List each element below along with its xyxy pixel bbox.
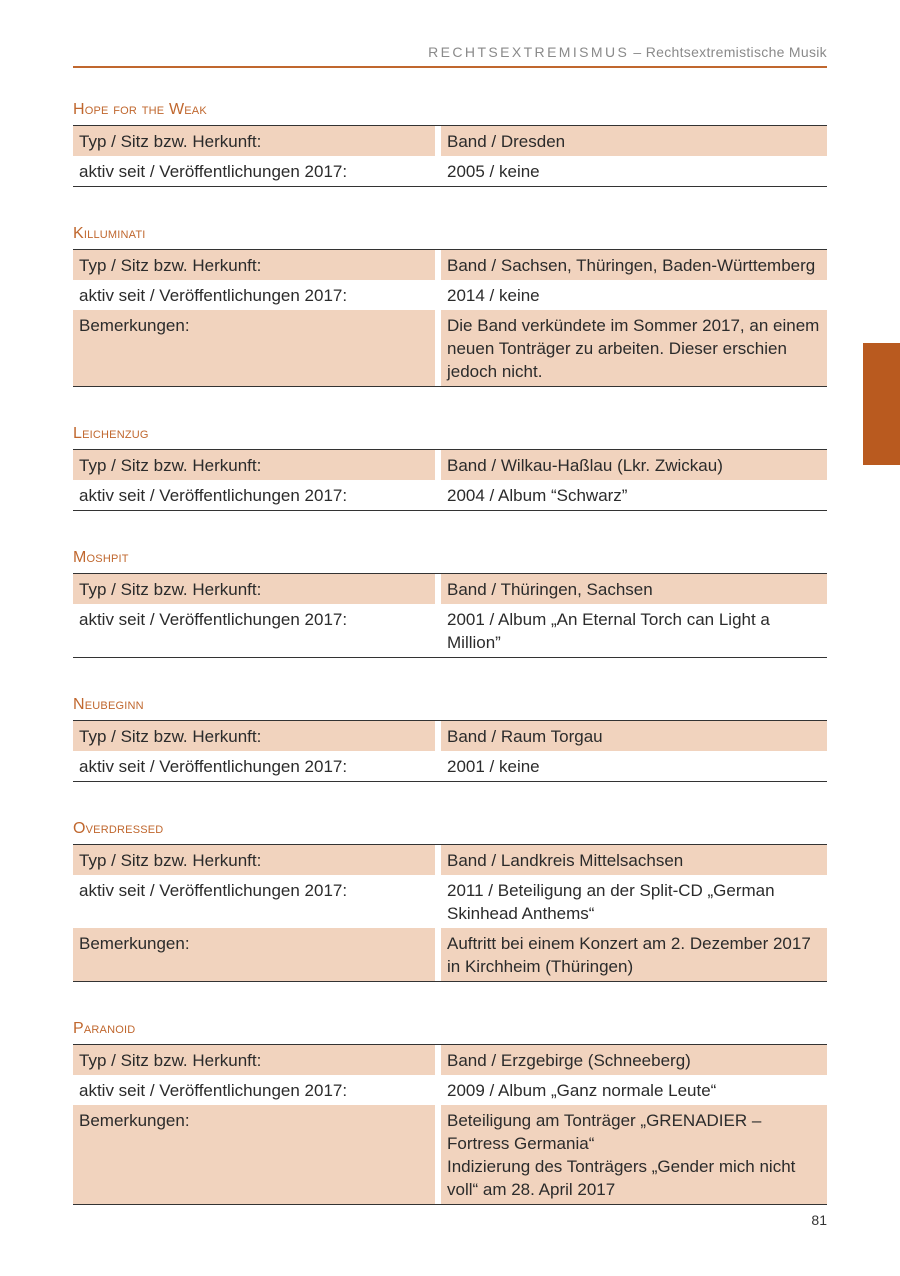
table-row (73, 721, 827, 752)
field-label: aktiv seit / Veröffentlichungen 2017: (79, 286, 348, 305)
table-row (73, 250, 827, 281)
table-row (73, 1045, 827, 1076)
band-info-table (73, 249, 827, 387)
field-label: Typ / Sitz bzw. Herkunft: (73, 1045, 435, 1076)
field-label: aktiv seit / Veröffentlichungen 2017: (73, 156, 435, 187)
field-value: Band / Wilkau-Haßlau (Lkr. Zwickau) (441, 450, 827, 481)
field-value: Band / Raum Torgau (441, 721, 827, 752)
band-entry (73, 1019, 827, 1205)
field-value: Band / Sachsen, Thüringen, Baden-Württemberg (441, 250, 827, 281)
table-row (73, 928, 827, 982)
band-entry (73, 548, 827, 658)
field-value: Auftritt bei einem Konzert am 2. Dezember 2017 in Kirchheim (Thüringen) (441, 928, 827, 982)
band-name-heading: Leichenzug (73, 425, 149, 442)
field-label: Typ / Sitz bzw. Herkunft: (73, 721, 435, 752)
table-row (73, 1075, 827, 1105)
field-value: 2009 / Album „Ganz normale Leute“ (447, 1081, 717, 1100)
field-label: Typ / Sitz bzw. Herkunft: (73, 250, 435, 281)
field-value: Band / Dresden (441, 126, 827, 157)
chapter-thumb-tab (863, 343, 900, 465)
band-name-heading: Paranoid (73, 1020, 136, 1037)
field-label: Typ / Sitz bzw. Herkunft: (73, 126, 435, 157)
running-header (73, 44, 827, 60)
band-info-table (73, 573, 827, 658)
table-row (73, 280, 827, 310)
table-row (73, 574, 827, 605)
table-row (73, 875, 827, 928)
band-entry (73, 424, 827, 511)
band-info-table (73, 125, 827, 187)
field-label: Typ / Sitz bzw. Herkunft: (73, 845, 435, 876)
running-header-section: RECHTSEXTREMISMUS (428, 44, 630, 60)
table-row (73, 1105, 827, 1205)
band-entry (73, 100, 827, 187)
band-info-table (73, 720, 827, 782)
field-value: 2011 / Beteiligung an der Split-CD „German Skinhead Anthems“ (447, 881, 775, 923)
band-info-table (73, 449, 827, 511)
band-list (73, 100, 827, 1242)
field-value: Die Band verkündete im Sommer 2017, an einem neuen Tonträger zu arbeiten. Dieser erschien jedoch nicht. (441, 310, 827, 387)
table-row (73, 480, 827, 511)
field-value: 2014 / keine (447, 286, 540, 305)
band-name-heading: Overdressed (73, 820, 164, 837)
band-name-heading: Hope for the Weak (73, 101, 207, 118)
field-value: 2001 / keine (441, 751, 827, 782)
field-value: Beteiligung am Tonträger „GRENADIER – Fortress Germania“ Indizierung des Tonträgers „Gender mich nicht voll“ am 28. April 2017 (441, 1105, 827, 1205)
field-label: Bemerkungen: (73, 310, 435, 387)
table-row (73, 751, 827, 782)
field-value: Band / Landkreis Mittelsachsen (441, 845, 827, 876)
band-name-heading: Killuminati (73, 225, 146, 242)
table-row (73, 450, 827, 481)
field-value: 2005 / keine (441, 156, 827, 187)
band-name-heading: Neubeginn (73, 696, 144, 713)
header-rule (73, 66, 827, 68)
page-number: 81 (811, 1212, 827, 1228)
field-value: 2001 / Album „An Eternal Torch can Light a Million” (441, 604, 827, 658)
field-label: Typ / Sitz bzw. Herkunft: (73, 450, 435, 481)
running-header-subsection: – Rechtsextremistische Musik (633, 44, 827, 60)
band-info-table (73, 844, 827, 982)
band-entry (73, 819, 827, 982)
band-name-heading: Moshpit (73, 549, 129, 566)
field-label: Typ / Sitz bzw. Herkunft: (73, 574, 435, 605)
field-label: Bemerkungen: (73, 928, 435, 982)
band-entry (73, 224, 827, 387)
field-label: aktiv seit / Veröffentlichungen 2017: (79, 881, 348, 900)
table-row (73, 126, 827, 157)
field-label: aktiv seit / Veröffentlichungen 2017: (73, 480, 435, 511)
band-info-table (73, 1044, 827, 1205)
table-row (73, 156, 827, 187)
field-value: Band / Erzgebirge (Schneeberg) (441, 1045, 827, 1076)
table-row (73, 604, 827, 658)
field-value: 2004 / Album “Schwarz” (441, 480, 827, 511)
table-row (73, 310, 827, 387)
field-label: aktiv seit / Veröffentlichungen 2017: (79, 1081, 348, 1100)
field-label: aktiv seit / Veröffentlichungen 2017: (73, 751, 435, 782)
band-entry (73, 695, 827, 782)
field-label: aktiv seit / Veröffentlichungen 2017: (73, 604, 435, 658)
field-value: Band / Thüringen, Sachsen (441, 574, 827, 605)
field-label: Bemerkungen: (73, 1105, 435, 1205)
table-row (73, 845, 827, 876)
